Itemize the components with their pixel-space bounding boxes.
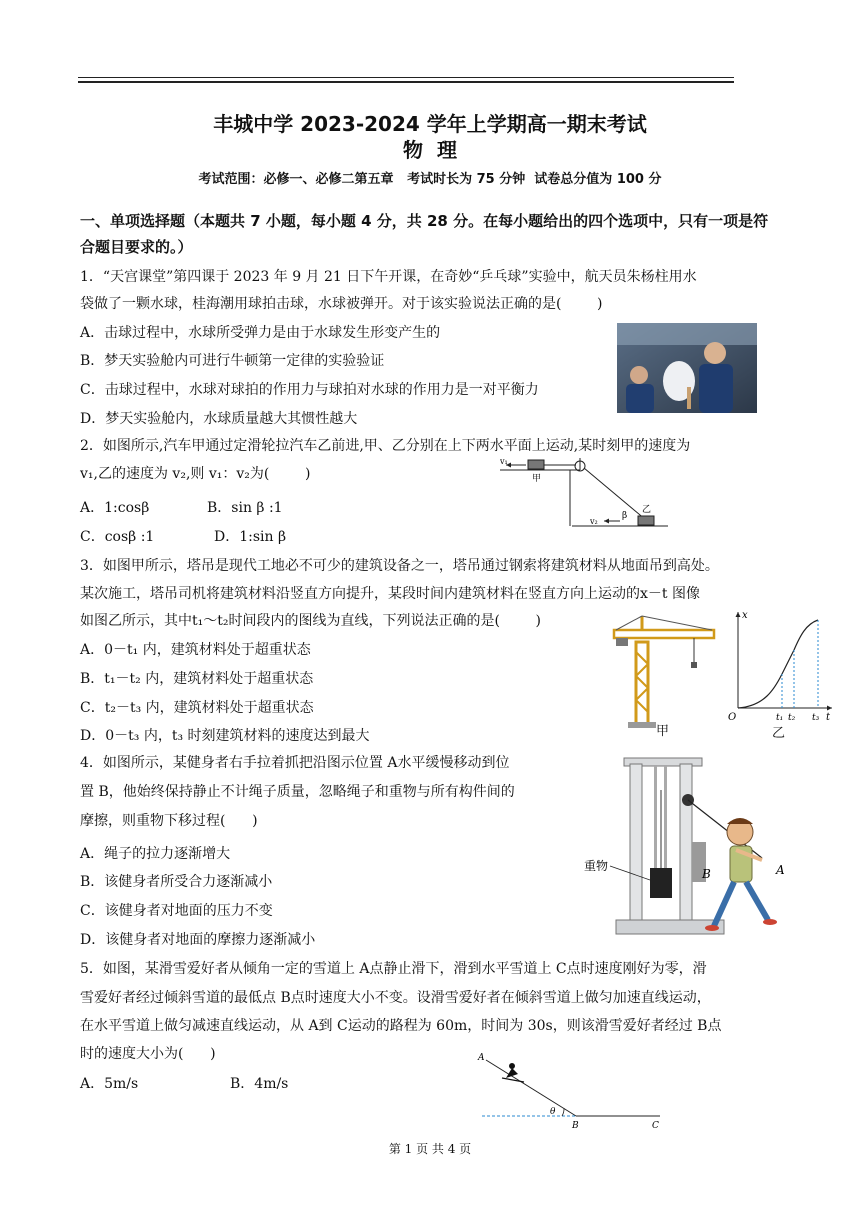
q5-option-a: A．5m/s — [80, 1076, 139, 1092]
q4-weight-label: 重物 — [584, 859, 609, 873]
q2-yi-label: 乙 — [642, 505, 652, 515]
q4-option-c: C．该健身者对地面的压力不变 — [80, 903, 273, 919]
q1-option-a: A．击球过程中，水球所受弹力是由于水球发生形变产生的 — [80, 325, 441, 341]
q3-graph-t3-label: t₃ — [812, 713, 820, 723]
q3-option-d: D．0－t₃ 内，t₃ 时刻建筑材料的速度达到最大 — [80, 728, 370, 744]
q3-xt-graph — [724, 608, 836, 724]
q1-option-c: C．击球过程中，水球对球拍的作用力与球拍对水球的作用力是一对平衡力 — [80, 382, 539, 398]
exam-info: 考试范围：必修一、必修二第五章 考试时长为 75 分钟 试卷总分值为 100 分 — [198, 172, 662, 187]
q4-option-a: A．绳子的拉力逐渐增大 — [80, 846, 231, 862]
page-footer: 第 1 页 共 4 页 — [388, 1142, 472, 1156]
q5-text-line4: 时的速度大小为( ) — [80, 1046, 216, 1062]
q3-graph-x-label: x — [742, 610, 748, 621]
q2-pulley-figure — [500, 456, 670, 534]
q4-option-b: B．该健身者所受合力逐渐减小 — [80, 874, 273, 890]
q3-text-line1: 3．如图甲所示，塔吊是现代工地必不可少的建筑设备之一，塔吊通过钢索将建筑材料从地面吊到高处。 — [80, 558, 719, 574]
top-rule-1 — [78, 77, 734, 78]
q2-text-line2: v₁,乙的速度为 v₂,则 v₁：v₂为( ) — [80, 466, 311, 482]
q1-option-b: B．梦天实验舱内可进行牛顿第一定律的实验验证 — [80, 353, 385, 369]
top-rule-2 — [78, 81, 734, 83]
q3-text-line2: 某次施工，塔吊司机将建筑材料沿竖直方向提升，某段时间内建筑材料在竖直方向上运动的x－t 图像 — [80, 586, 700, 602]
q3-graph-t1-label: t₁ — [776, 713, 784, 723]
q2-option-b: B．sin β :1 — [207, 500, 283, 516]
q3-graph-t-label: t — [826, 712, 831, 723]
q2-option-c: C．cosβ :1 — [80, 529, 155, 545]
q2-text-line1: 2．如图所示,汽车甲通过定滑轮拉汽车乙前进,甲、乙分别在上下两水平面上运动,某时刻甲的速度为 — [80, 438, 691, 454]
q5-text-line3: 在水平雪道上做匀减速直线运动，从 A到 C运动的路程为 60m，时间为 30s，则该滑雪爱好者经过 B点 — [80, 1018, 722, 1034]
q5-point-c-label: C — [652, 1121, 659, 1130]
q3-text-line3: 如图乙所示，其中t₁～t₂时间段内的图线为直线，下列说法正确的是( ) — [80, 613, 542, 629]
q3-xt-curve — [738, 620, 818, 708]
q1-option-d: D．梦天实验舱内，水球质量越大其惯性越大 — [80, 411, 358, 427]
q4-text-line3: 摩擦，则重物下移过程( ) — [80, 813, 258, 829]
q2-v2-label: v₂ — [590, 517, 598, 526]
subject-title: 物 理 — [403, 138, 457, 162]
q5-text-line2: 雪爱好者经过倾斜雪道的最低点 B点时速度大小不变。设滑雪爱好者在倾斜雪道上做匀加速直线运动， — [80, 990, 711, 1006]
q5-option-b: B．4m/s — [230, 1076, 289, 1092]
q1-astronaut-photo — [617, 323, 757, 413]
q3-graph-t2-label: t₂ — [788, 713, 796, 723]
q3-tower-crane-figure — [608, 612, 718, 732]
q5-point-a-label: A — [478, 1053, 485, 1063]
q5-theta-label: θ — [550, 1107, 556, 1117]
q2-beta-label: β — [622, 511, 628, 521]
q3-fig-yi-caption: 乙 — [772, 726, 786, 741]
section-heading-line2: 合题目要求的。） — [80, 238, 193, 256]
q3-option-a: A．0－t₁ 内，建筑材料处于超重状态 — [80, 642, 311, 658]
q2-v1-label: v₁ — [500, 457, 508, 466]
q1-text-line1: 1．“天宫课堂”第四课于 2023 年 9 月 21 日下午开课，在奇妙“乒乓球”实验中，航天员朱杨柱用水 — [80, 269, 697, 285]
q3-graph-origin-label: O — [728, 712, 737, 723]
q4-option-d: D．该健身者对地面的摩擦力逐渐减小 — [80, 932, 316, 948]
q4-a-label: A — [776, 863, 785, 877]
q1-text-line2: 袋做了一颗水球，桂海潮用球拍击球，水球被弹开。对于该实验说法正确的是( ) — [80, 296, 603, 312]
q2-option-d: D．1:sin β — [214, 529, 287, 545]
q3-option-c: C．t₂－t₃ 内，建筑材料处于超重状态 — [80, 700, 314, 716]
q5-text-line1: 5．如图，某滑雪爱好者从倾角一定的雪道上 A点静止滑下，滑到水平雪道上 C点时速度刚好为零，滑 — [80, 961, 707, 977]
q3-fig-jia-caption: 甲 — [656, 724, 670, 739]
q5-ski-slope-figure — [476, 1050, 666, 1130]
q2-jia-label: 甲 — [532, 474, 542, 484]
q2-option-a: A．1:cosβ — [80, 500, 150, 516]
exam-title: 丰城中学 2023-2024 学年上学期高一期末考试 — [213, 112, 647, 136]
q3-option-b: B．t₁－t₂ 内，建筑材料处于超重状态 — [80, 671, 314, 687]
q4-text-line1: 4．如图所示，某健身者右手拉着抓把沿图示位置 A水平缓慢移动到位 — [80, 755, 510, 771]
section-heading-line1: 一、单项选择题（本题共 7 小题，每小题 4 分，共 28 分。在每小题给出的四个选项中，只有一项是符 — [80, 212, 769, 230]
q4-gym-machine-figure — [580, 750, 790, 950]
q5-point-b-label: B — [572, 1121, 579, 1130]
q4-b-label: B — [702, 867, 711, 881]
q4-text-line2: 置 B，他始终保持静止不计绳子质量，忽略绳子和重物与所有构件间的 — [80, 784, 515, 800]
